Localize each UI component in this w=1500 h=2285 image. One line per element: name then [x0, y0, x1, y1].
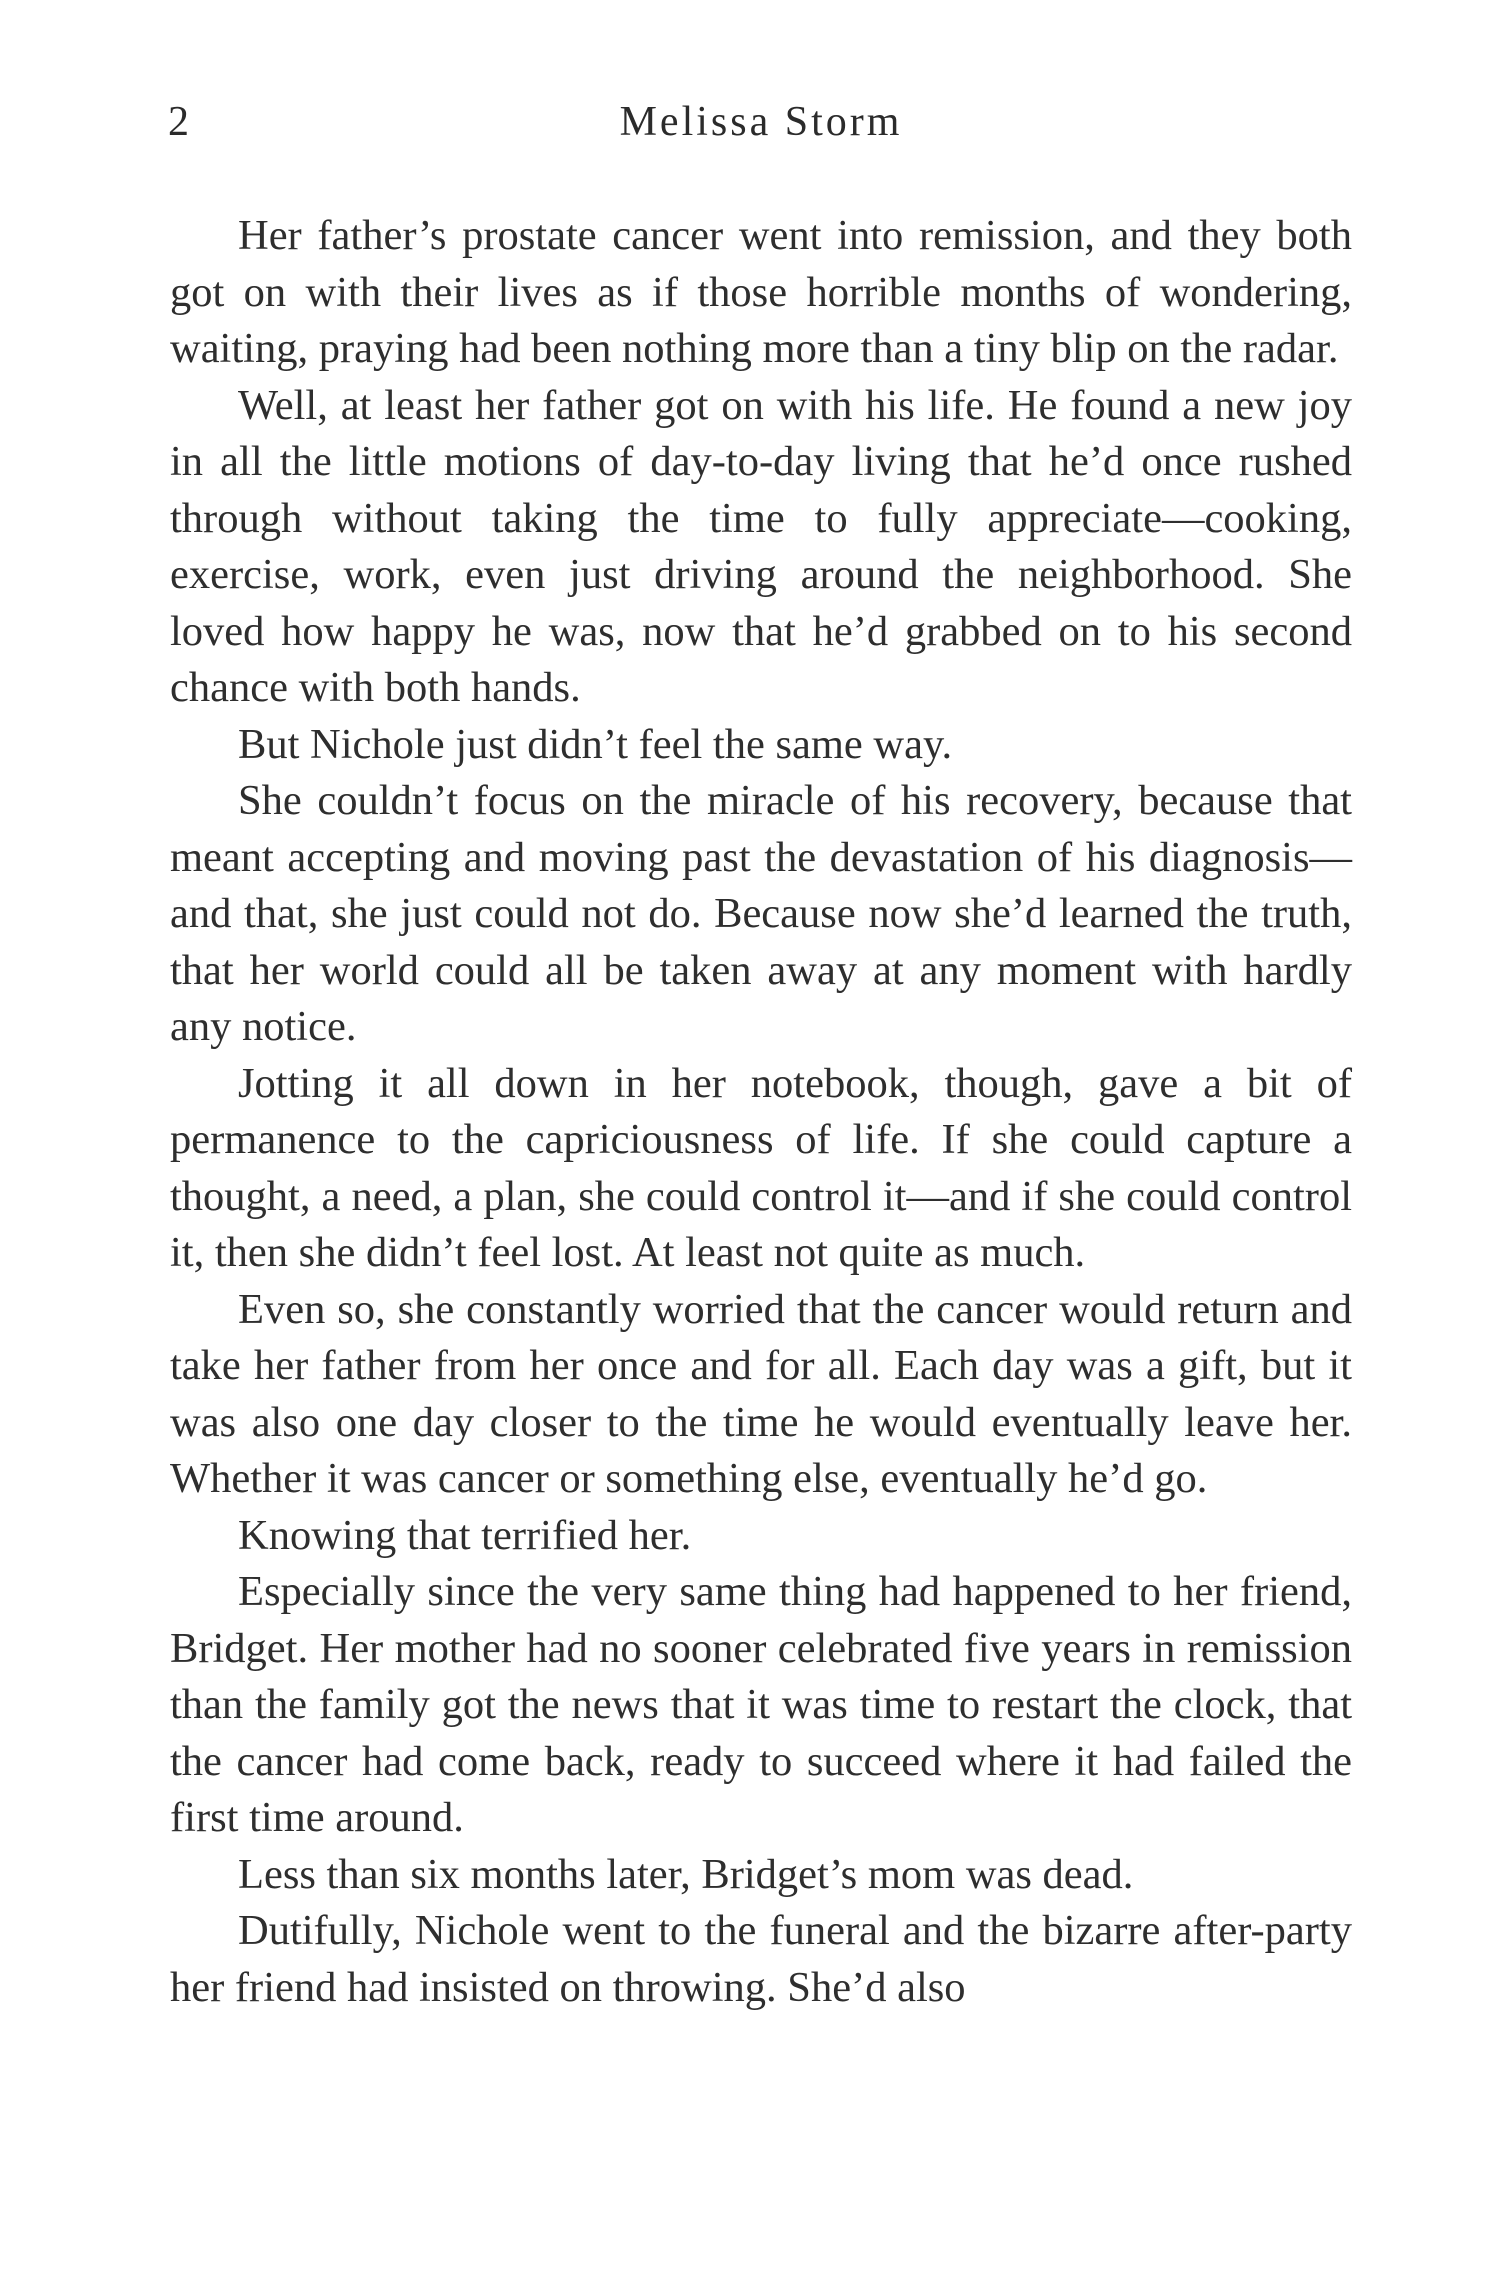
paragraph: Her father’s prostate cancer went into remission, and they both got on with their lives as if those horrible months of wondering, waiting, praying had been nothing more than a tiny blip on the radar. [170, 212, 1352, 372]
paragraph: Knowing that terrified her. [238, 1511, 692, 1559]
body-text [170, 208, 1352, 2016]
paragraph: Jotting it all down in her notebook, though, gave a bit of permanence to the capriciousness of life. If she could capture a thought, a need, a plan, she could control it—and if she could control it, then she didn’t feel lost. At least not quite as much. [170, 1059, 1352, 1276]
paragraph: Less than six months later, Bridget’s mom was dead. [238, 1850, 1134, 1898]
paragraph: She couldn’t focus on the miracle of his recovery, because that meant accepting and moving past the devastation of his diagnosis—and that, she just could not do. Because now she’d learned the truth, that her world could all be taken away at any moment with hardly any notice. [170, 777, 1352, 1050]
page-header [168, 98, 1354, 158]
page-number: 2 [168, 99, 189, 145]
running-head-author: Melissa Storm [619, 99, 903, 145]
paragraph: Even so, she constantly worried that the cancer would return and take her father from her once and for all. Each day was a gift, but it was also one day closer to the time he would eventually leave her. Whether it was cancer or something else, eventually he’d go. [170, 1285, 1352, 1502]
paragraph: Especially since the very same thing had happened to her friend, Bridget. Her mother had no sooner celebrated five years in remission than the family got the news that it was time to restart the clock, that the cancer had come back, ready to succeed where it had failed the first time around. [170, 1568, 1352, 1841]
paragraph: Well, at least her father got on with his life. He found a new joy in all the little motions of day-to-day living that he’d once rushed through without taking the time to fully appreciate—cooking, exercise, work, even just driving around the neighborhood. She loved how happy he was, now that he’d grabbed on to his second chance with both hands. [170, 381, 1352, 711]
paragraph: Dutifully, Nichole went to the funeral and the bizarre after-party her friend had insisted on throwing. She’d also [170, 1907, 1352, 2011]
paragraph: But Nichole just didn’t feel the same way. [238, 720, 953, 768]
